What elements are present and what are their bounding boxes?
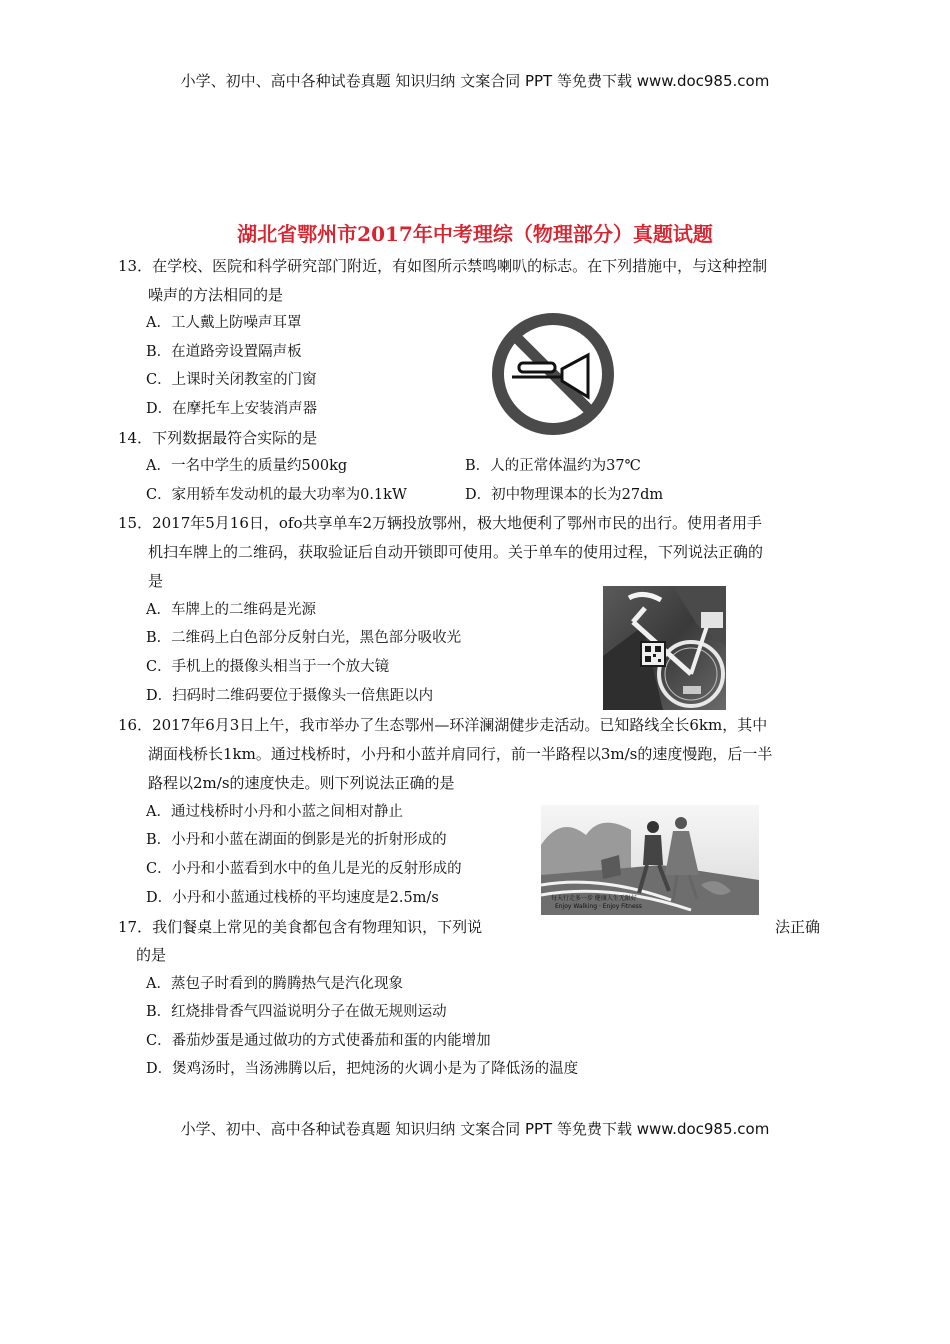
q17-option-c: C．番茄炒蛋是通过做功的方式使番茄和蛋的内能增加 (146, 1033, 491, 1049)
poster-caption-en: Enjoy Walking · Enjoy Fitness (555, 903, 642, 910)
q16-stem-line1: 16．2017年6月3日上午，我市举办了生态鄂州—环洋澜湖健步走活动。已知路线全长6km，其中 (118, 716, 768, 734)
q13-option-c: C．上课时关闭教室的门窗 (146, 372, 317, 388)
q16-option-b: B．小丹和小蓝在湖面的倒影是光的折射形成的 (146, 832, 447, 848)
q13-option-a: A．工人戴上防噪声耳罩 (146, 315, 302, 331)
q13-stem-line1: 13．在学校、医院和科学研究部门附近，有如图所示禁鸣喇叭的标志。在下列措施中，与这种控制 (118, 257, 768, 275)
q15-option-b: B．二维码上白色部分反射白光，黑色部分吸收光 (146, 630, 462, 646)
q15-stem-line1: 15．2017年5月16日，ofo共享单车2万辆投放鄂州，极大地便利了鄂州市民的出行。使用者用手 (118, 514, 763, 532)
q16-stem-line2: 湖面栈桥长1km。通过栈桥时，小丹和小蓝并肩同行，前一半路程以3m/s的速度慢跑，后一半 (148, 745, 773, 763)
q17-option-a: A．蒸包子时看到的腾腾热气是汽化现象 (146, 976, 403, 992)
poster-caption-cn: 每天行走多一步 健康人生无限好 (551, 895, 637, 902)
q15-option-d: D．扫码时二维码要位于摄像头一倍焦距以内 (146, 688, 434, 704)
q15-option-c: C．手机上的摄像头相当于一个放大镜 (146, 659, 390, 675)
q14-option-d: D．初中物理课本的长为27dm (465, 487, 664, 503)
q17-option-d: D．煲鸡汤时，当汤沸腾以后，把炖汤的火调小是为了降低汤的温度 (146, 1061, 579, 1077)
q17-stem-line2: 的是 (136, 946, 167, 964)
q13-option-b: B．在道路旁设置隔声板 (146, 344, 302, 360)
q14-option-a: A．一名中学生的质量约500kg (146, 458, 348, 474)
page-footer: 小学、初中、高中各种试卷真题 知识归纳 文案合同 PPT 等免费下载 www.doc985.com (180, 1120, 770, 1138)
q14-stem: 14．下列数据最符合实际的是 (118, 429, 318, 447)
no-horn-sign-icon (490, 311, 616, 437)
q16-stem-line3: 路程以2m/s的速度快走。则下列说法正确的是 (148, 774, 455, 792)
q17-stem-line1-tail: 法正确 (775, 918, 821, 936)
q16-option-d: D．小丹和小蓝通过栈桥的平均速度是2.5m/s (146, 890, 439, 906)
q14-option-c: C．家用轿车发动机的最大功率为0.1kW (146, 487, 407, 503)
q17-option-b: B．红烧排骨香气四溢说明分子在做无规则运动 (146, 1004, 447, 1020)
q15-option-a: A．车牌上的二维码是光源 (146, 602, 316, 618)
q15-stem-line2: 机扫车牌上的二维码，获取验证后自动开锁即可使用。关于单车的使用过程，下列说法正确的 (148, 543, 764, 561)
q13-stem-line2: 噪声的方法相同的是 (148, 286, 284, 304)
q16-option-a: A．通过栈桥时小丹和小蓝之间相对静止 (146, 804, 403, 820)
walking-event-poster (541, 805, 759, 915)
page-title: 湖北省鄂州市2017年中考理综（物理部分）真题试题 (237, 222, 713, 246)
q13-option-d: D．在摩托车上安装消声器 (146, 401, 318, 417)
q14-option-b: B．人的正常体温约为37℃ (465, 458, 641, 474)
shared-bike-photo (603, 586, 726, 710)
page-header: 小学、初中、高中各种试卷真题 知识归纳 文案合同 PPT 等免费下载 www.doc985.com (180, 72, 770, 90)
q17-stem-line1: 17．我们餐桌上常见的美食都包含有物理知识，下列说 (118, 918, 483, 936)
q15-stem-line3: 是 (148, 572, 164, 590)
q16-option-c: C．小丹和小蓝看到水中的鱼儿是光的反射形成的 (146, 861, 462, 877)
